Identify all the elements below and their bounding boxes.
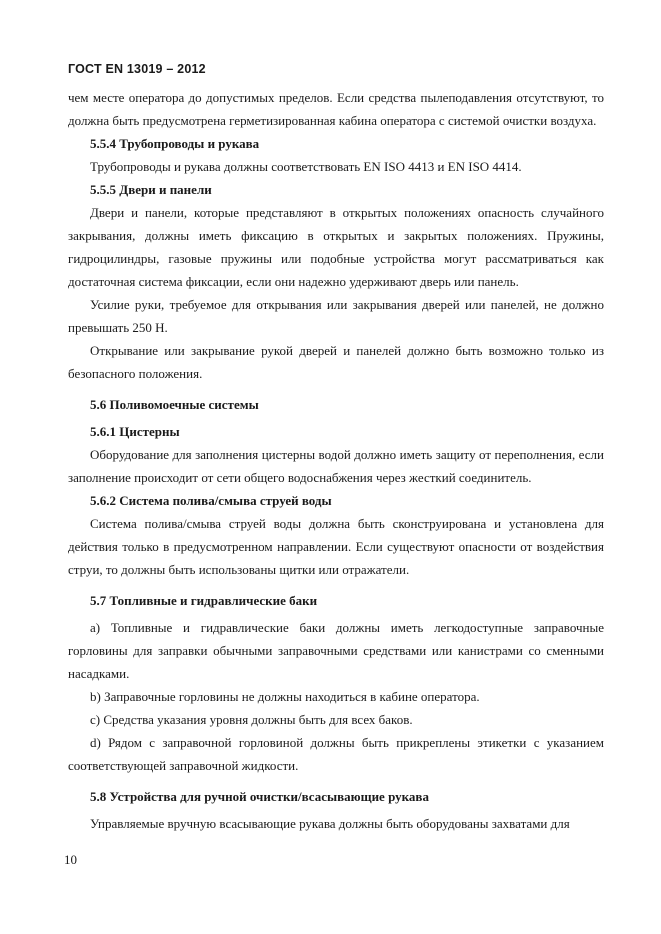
paragraph-5-8: Управляемые вручную всасывающие рукава должны быть оборудованы захватами для (90, 816, 570, 831)
paragraph-5-6-1: Оборудование для заполнения цистерны водой должно иметь защиту от переполнения, если заполнение происходит от сети общего водоснабжения через жесткий соединитель. (68, 447, 604, 485)
paragraph-5-5-5-force: Усилие руки, требуемое для открывания или закрывания дверей или панелей, не должно превышать 250 Н. (68, 297, 604, 335)
heading-5-5-5: 5.5.5 Двери и панели (90, 182, 212, 197)
heading-5-6-1: 5.6.1 Цистерны (90, 424, 180, 439)
list-item-5-7-c: c) Средства указания уровня должны быть для всех баков. (90, 712, 413, 727)
paragraph-intro: чем месте оператора до допустимых пределов. Если средства пылеподавления отсутствуют, то должна быть предусмотрена герметизированная кабина оператора с системой очистки воздуха. (68, 90, 604, 128)
heading-5-5-4: 5.5.4 Трубопроводы и рукава (90, 136, 260, 151)
heading-5-6-2: 5.6.2 Система полива/смыва струей воды (90, 493, 332, 508)
paragraph-5-6-2: Система полива/смыва струей воды должна быть сконструирована и установлена для действия только в предусмотренном направлении. Если существуют опасности от воздействия струи, то должны быть использованы щитки или отражатели. (68, 516, 604, 577)
heading-5-6: 5.6 Поливомоечные системы (90, 397, 259, 412)
heading-5-8: 5.8 Устройства для ручной очистки/всасывающие рукава (90, 789, 429, 804)
list-item-5-7-d: d) Рядом с заправочной горловиной должны быть прикреплены этикетки с указанием соответствующей заправочной жидкости. (68, 735, 604, 773)
list-item-5-7-b: b) Заправочные горловины не должны находиться в кабине оператора. (90, 689, 480, 704)
paragraph-5-5-5-doors: Двери и панели, которые представляют в открытых положениях опасность случайного закрывания, должны иметь фиксацию в открытых и закрытых положениях. Пружины, гидроцилиндры, газовые пружины или подобные устройства могут рассматриваться как достаточная система фиксации, если они надежно удерживают дверь или панель. (68, 205, 604, 289)
paragraph-5-5-5-opening: Открывание или закрывание рукой дверей и панелей должно быть возможно только из безопасного положения. (68, 343, 604, 381)
paragraph-5-5-4: Трубопроводы и рукава должны соответствовать EN ISO 4413 и EN ISO 4414. (90, 159, 522, 174)
page-number: 10 (64, 852, 77, 867)
document-body (68, 86, 604, 835)
document-header: ГОСТ EN 13019 – 2012 (68, 62, 206, 76)
heading-5-7: 5.7 Топливные и гидравлические баки (90, 593, 318, 608)
list-item-5-7-a: a) Топливные и гидравлические баки должны иметь легкодоступные заправочные горловины для заправки обычными заправочными средствами или канистрами со сменными насадками. (68, 620, 604, 681)
